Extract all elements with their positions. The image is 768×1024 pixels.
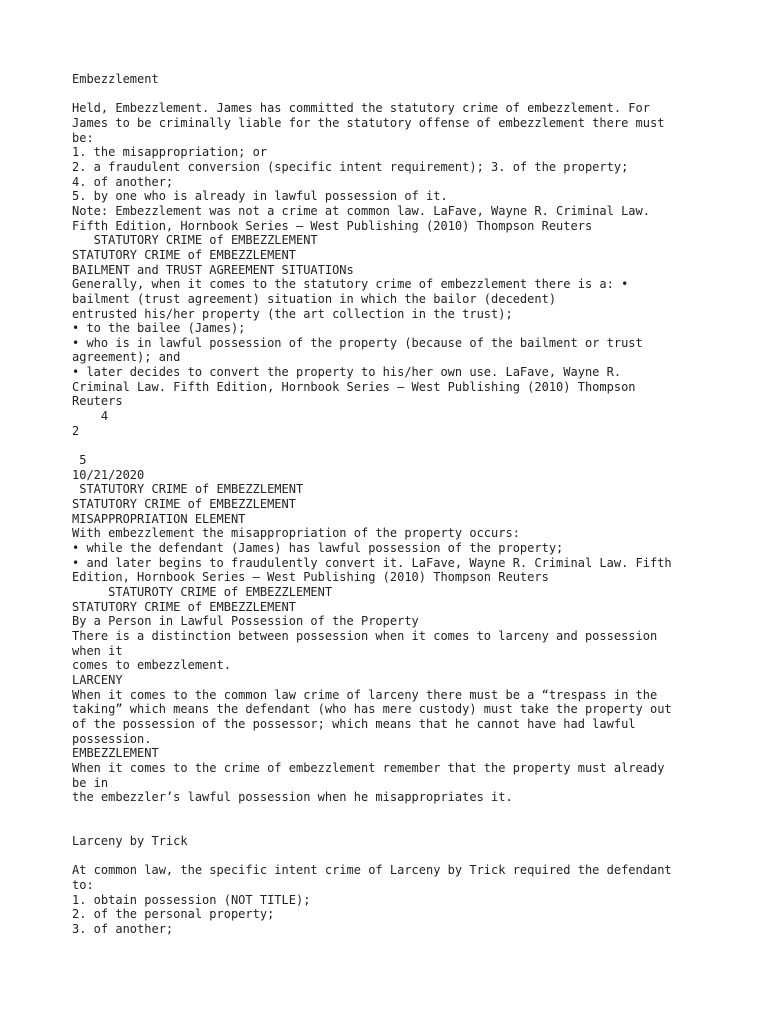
text-line: 1. obtain possession (NOT TITLE); — [72, 892, 311, 907]
text-line: LARCENY — [72, 672, 123, 687]
text-line: MISAPPROPRIATION ELEMENT — [72, 511, 246, 526]
text-line: When it comes to the common law crime of larceny there must be a “trespass in the — [72, 687, 658, 702]
text-line: entrusted his/her property (the art collection in the trust); — [72, 306, 513, 321]
text-line: Larceny by Trick — [72, 834, 188, 849]
text-line — [72, 438, 672, 453]
text-line: 10/21/2020 — [72, 467, 145, 482]
text-line: to: — [72, 878, 94, 893]
text-line: comes to embezzlement. — [72, 658, 231, 673]
text-line — [72, 819, 672, 834]
text-line: 1. the misappropriation; or — [72, 145, 268, 160]
text-line: when it — [72, 643, 123, 658]
text-line: Embezzlement — [72, 72, 159, 86]
text-line: be in — [72, 775, 109, 790]
text-line: • who is in lawful possession of the property (because of the bailment or trust — [72, 335, 643, 350]
text-line: BAILMENT and TRUST AGREEMENT SITUATIONs — [72, 262, 354, 277]
text-line: STATUROTY CRIME of EMBEZZLEMENT — [72, 584, 333, 599]
text-line: • to the bailee (James); — [72, 321, 246, 336]
text-line: of the possession of the possessor; which means that he cannot have had lawful — [72, 716, 636, 731]
text-line: • while the defendant (James) has lawful possession of the property; — [72, 541, 564, 555]
document-body — [72, 72, 672, 937]
text-line: At common law, the specific intent crime of Larceny by Trick required the defendant — [72, 863, 672, 878]
text-line: STATUTORY CRIME of EMBEZZLEMENT — [72, 599, 296, 614]
text-line: Criminal Law. Fifth Edition, Hornbook Series – West Publishing (2010) Thompson — [72, 379, 636, 394]
text-line: 5. by one who is already in lawful possession of it. — [72, 189, 448, 204]
text-line: By a Person in Lawful Possession of the Property — [72, 614, 419, 629]
text-line: 4. of another; — [72, 174, 174, 189]
text-line — [72, 805, 672, 820]
text-line: possession. — [72, 731, 152, 746]
text-line: 3. of another; — [72, 922, 174, 937]
text-line: be: — [72, 130, 94, 145]
text-line: taking” which means the defendant (who has mere custody) must take the property out — [72, 702, 672, 717]
text-line: agreement); and — [72, 350, 181, 365]
text-line: EMBEZZLEMENT — [72, 746, 159, 761]
text-line: bailment (trust agreement) situation in which the bailor (decedent) — [72, 291, 557, 306]
text-line: • later decides to convert the property to his/her own use. LaFave, Wayne R. — [72, 365, 622, 380]
text-line: When it comes to the crime of embezzlement remember that the property must already — [72, 760, 665, 775]
text-line: Reuters — [72, 394, 123, 409]
text-line: Generally, when it comes to the statutory crime of embezzlement there is a: • — [72, 277, 629, 292]
text-line: STATUTORY CRIME of EMBEZZLEMENT — [72, 247, 296, 262]
text-line: With embezzlement the misappropriation of the property occurs: — [72, 526, 520, 541]
text-line: Fifth Edition, Hornbook Series – West Publishing (2010) Thompson Reuters — [72, 218, 593, 233]
text-line: Held, Embezzlement. James has committed the statutory crime of embezzlement. For — [72, 101, 650, 116]
text-line: STATUTORY CRIME of EMBEZZLEMENT — [72, 497, 296, 512]
text-line: 2 — [72, 423, 80, 438]
text-line — [72, 849, 672, 864]
text-line: 2. a fraudulent conversion (specific intent requirement); 3. of the property; — [72, 159, 629, 174]
text-line: • and later begins to fraudulently convert it. LaFave, Wayne R. Criminal Law. Fifth — [72, 555, 672, 570]
text-line — [72, 87, 672, 102]
text-line: the embezzler’s lawful possession when he misappropriates it. — [72, 790, 513, 805]
text-line: 5 — [72, 453, 87, 468]
text-line: 4 — [72, 409, 109, 424]
text-line: STATUTORY CRIME of EMBEZZLEMENT — [72, 482, 304, 497]
text-line: STATUTORY CRIME of EMBEZZLEMENT — [72, 233, 318, 248]
text-line: James to be criminally liable for the statutory offense of embezzlement there must — [72, 115, 665, 130]
text-line: There is a distinction between possession when it comes to larceny and possession — [72, 628, 658, 643]
text-line: Note: Embezzlement was not a crime at common law. LaFave, Wayne R. Criminal Law. — [72, 203, 650, 218]
text-line: Edition, Hornbook Series – West Publishing (2010) Thompson Reuters — [72, 570, 549, 585]
text-line: 2. of the personal property; — [72, 907, 275, 922]
